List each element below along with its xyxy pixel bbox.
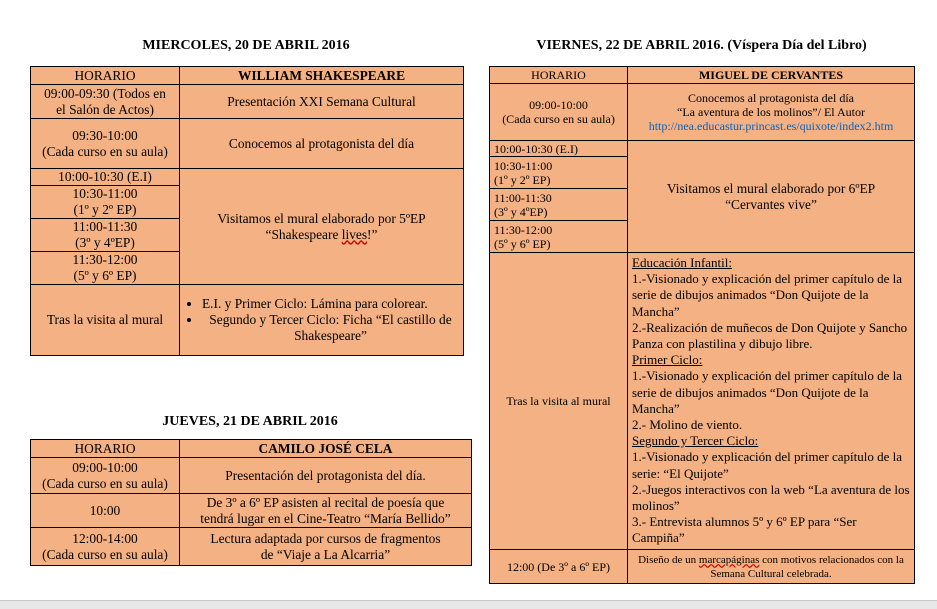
time-cell: Tras la visita al mural: [490, 253, 628, 550]
activity-cell: [180, 285, 464, 356]
activity-cell: Presentación XXI Semana Cultural: [180, 85, 464, 119]
time-cell: 09:30-10:00 (Cada curso en su aula): [31, 119, 180, 169]
section-heading: Primer Ciclo:: [632, 352, 703, 368]
time-cell: 11:30-12:00 (5º y 6º EP): [490, 221, 628, 253]
friday-table: [489, 66, 915, 584]
col-horario: HORARIO: [490, 67, 628, 84]
table-row: [31, 169, 464, 186]
activity-cell: Conocemos al protagonista del día “La aventura de los molinos”/ El Autor http://nea.educastur.princast.es/quixote/index2.htm: [628, 84, 915, 141]
time-cell: 09:00-10:00 (Cada curso en su aula): [490, 84, 628, 141]
time-cell: 10:00: [31, 494, 180, 528]
table-row: [490, 253, 915, 550]
table-row: [31, 458, 472, 494]
time-cell: 11:00-11:30 (3º y 4ºEP): [490, 189, 628, 221]
time-cell: 12:00 (De 3º a 6º EP): [490, 550, 628, 584]
wednesday-table: [30, 66, 464, 356]
time-cell: 11:00-11:30 (3º y 4ºEP): [31, 219, 180, 252]
col-author: WILLIAM SHAKESPEARE: [180, 67, 464, 85]
table-row: [31, 494, 472, 528]
section-heading: Educación Infantil:: [632, 255, 732, 270]
table-row: [31, 119, 464, 169]
mural-cell: Visitamos el mural elaborado por 6ºEP “Cervantes vive”: [628, 141, 915, 253]
time-cell: 10:30-11:00 (1º y 2º EP): [31, 186, 180, 219]
activity-cell: Conocemos al protagonista del día: [180, 119, 464, 169]
time-cell: 10:30-11:00 (1º y 2º EP): [490, 157, 628, 189]
section-heading: Segundo y Tercer Ciclo:: [632, 433, 759, 449]
table-row: [31, 85, 464, 119]
col-author: CAMILO JOSÉ CELA: [180, 440, 472, 458]
table-row: [490, 550, 915, 584]
list-item: • E.I. y Primer Ciclo: Lámina para colorear.: [202, 296, 459, 312]
col-horario: HORARIO: [31, 67, 180, 85]
time-cell: 10:00-10:30 (E.I): [31, 169, 180, 186]
time-cell: 09:00-10:00 (Cada curso en su aula): [31, 458, 180, 494]
activity-cell: De 3º a 6º EP asisten al recital de poesía que tendrá lugar en el Cine-Teatro “María Bellido”: [180, 494, 472, 528]
thursday-table: [30, 439, 472, 566]
table-row: [490, 84, 915, 141]
time-cell: 09:00-09:30 (Todos en el Salón de Actos): [31, 85, 180, 119]
time-cell: 11:30-12:00 (5º y 6º EP): [31, 252, 180, 285]
wednesday-title: MIERCOLES, 20 DE ABRIL 2016: [142, 38, 350, 53]
time-cell: 12:00-14:00 (Cada curso en su aula): [31, 528, 180, 566]
list-item: • Segundo y Tercer Ciclo: Ficha “El castillo de Shakespeare”: [202, 312, 459, 344]
activity-cell: Diseño de un marcapáginas con motivos relacionados con la Semana Cultural celebrada.: [628, 550, 915, 584]
friday-title: VIERNES, 22 DE ABRIL 2016. (Víspera Día del Libro): [536, 38, 867, 53]
quixote-link[interactable]: http://nea.educastur.princast.es/quixote/index2.htm: [648, 119, 894, 133]
time-cell: Tras la visita al mural: [31, 285, 180, 356]
table-row: [31, 285, 464, 356]
table-row: [31, 528, 472, 566]
col-horario: HORARIO: [31, 440, 180, 458]
time-cell: 10:00-10:30 (E.I): [490, 141, 628, 157]
activity-cell: Educación Infantil: 1.-Visionado y explicación del primer capítulo de la serie de dibujos animados “Don Quijote de la Mancha” 2.-Realización de muñecos de Don Quijote y Sancho Panza con plastilina y dibujo libre. Primer Ciclo: 1.-Visionado y explicación del primer capítulo de la serie de dibujos animados “Don Quijote de la Mancha” 2.- Molino de viento. Segundo y Tercer Ciclo: 1.-Visionado y explicación del primer capítulo de la serie: “El Quijote” 2.-Juegos interactivos con la web “La aventura de los molinos” 3.- Entrevista alumnos 5º y 6º EP para “Ser Campiña”: [628, 253, 915, 550]
mural-cell: Visitamos el mural elaborado por 5ºEP “Shakespeare lives!”: [180, 169, 464, 285]
table-row: [490, 141, 915, 157]
col-author: MIGUEL DE CERVANTES: [628, 67, 915, 84]
activity-cell: Lectura adaptada por cursos de fragmentos de “Viaje a La Alcarria”: [180, 528, 472, 566]
activity-cell: Presentación del protagonista del día.: [180, 458, 472, 494]
thursday-title: JUEVES, 21 DE ABRIL 2016: [162, 414, 338, 429]
